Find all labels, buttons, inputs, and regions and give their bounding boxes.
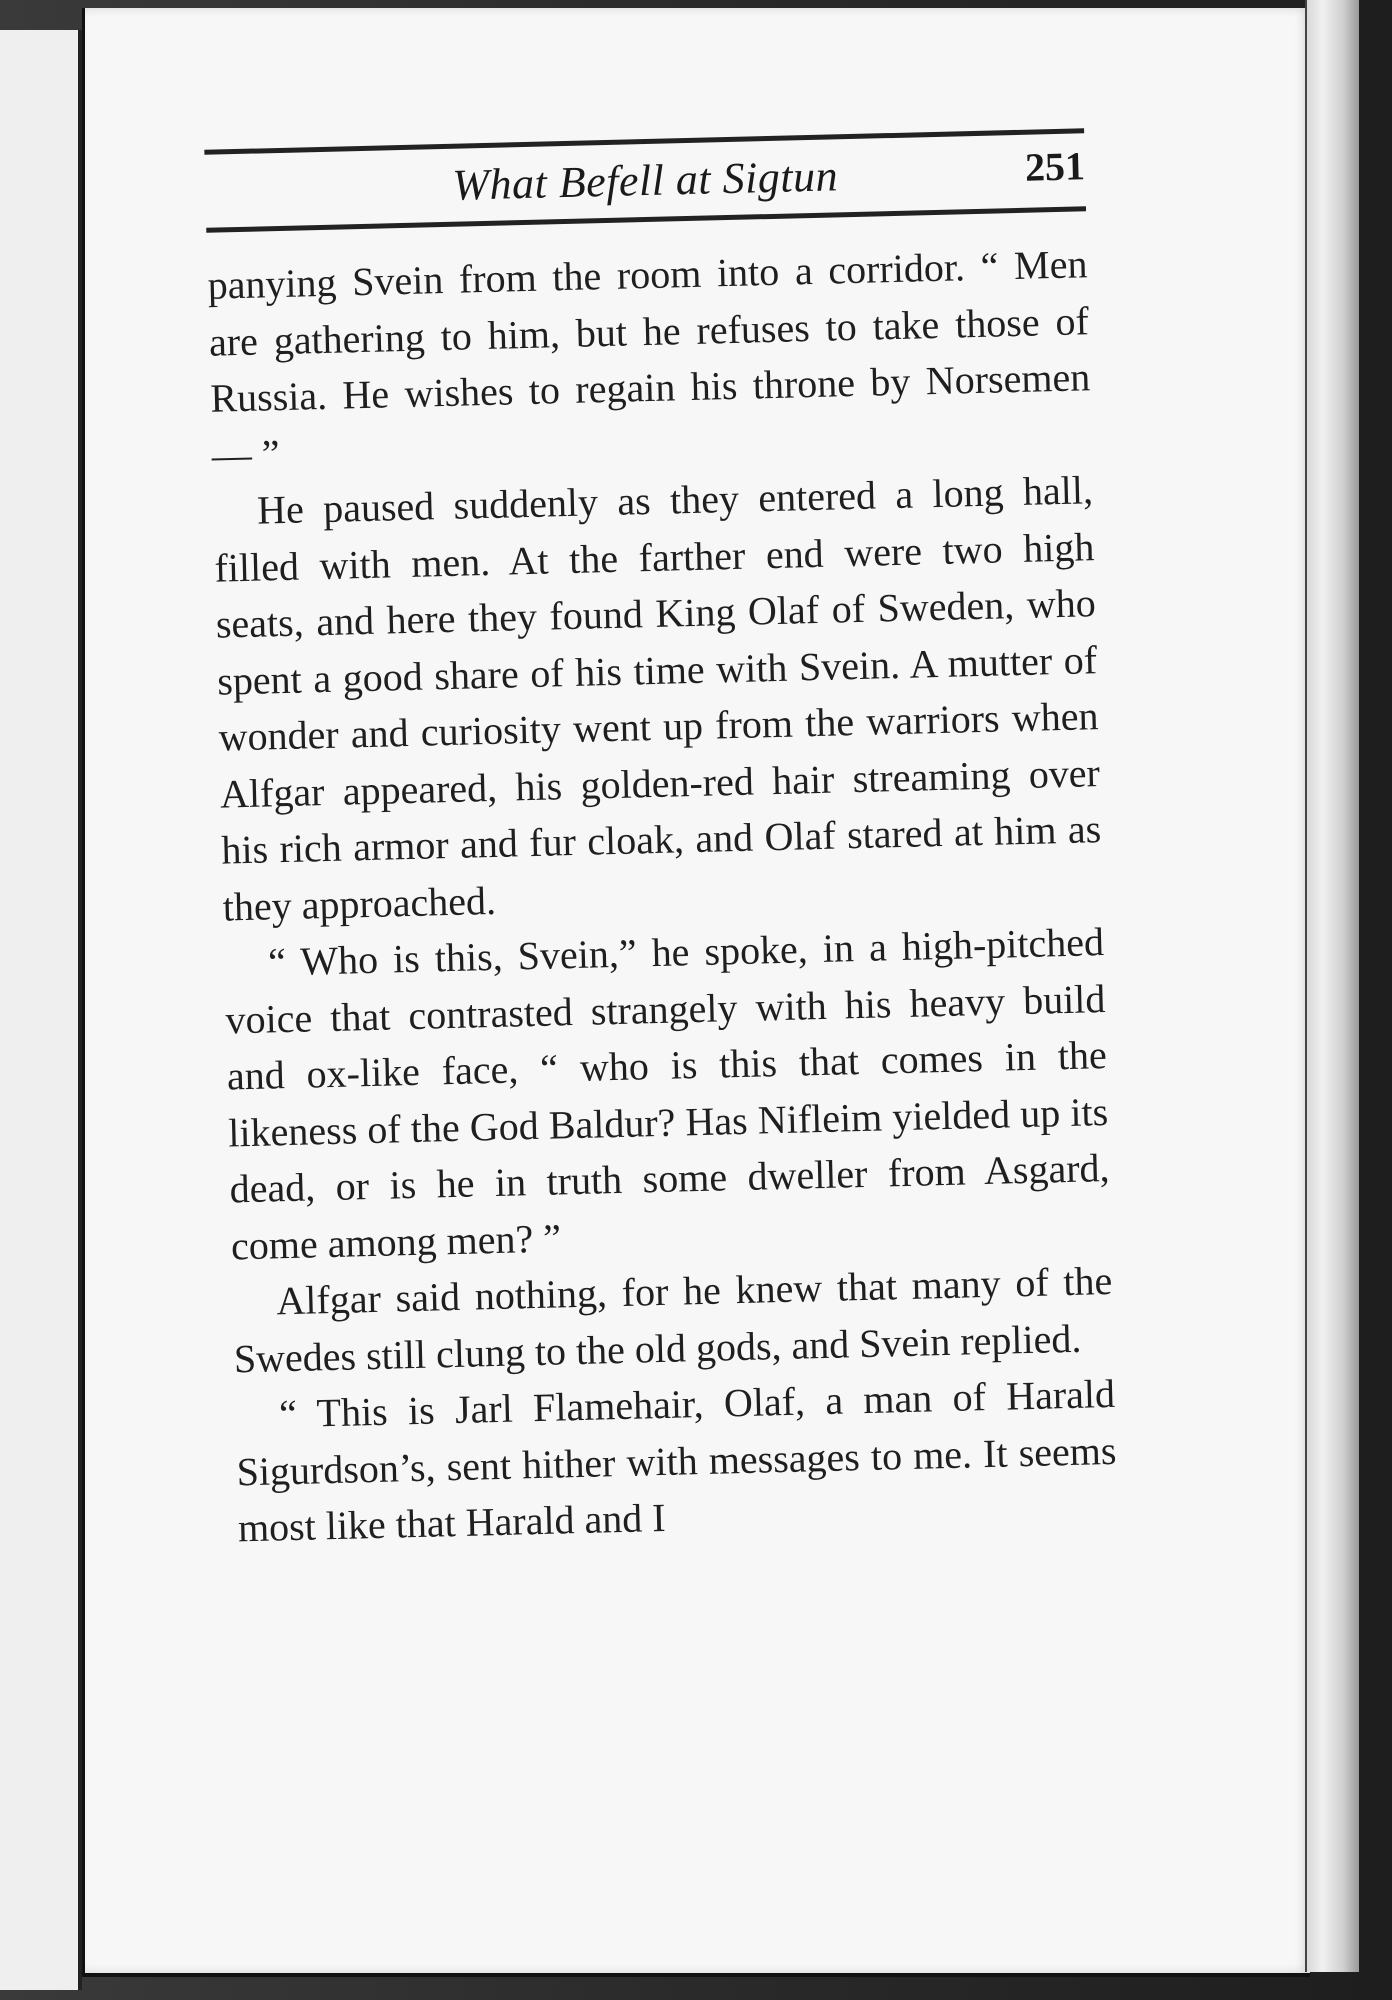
page-stack-edge <box>1305 0 1359 1972</box>
book-page <box>82 8 1310 1977</box>
paragraph: “ Who is this, Svein,” he spoke, in a high-pitched voice that contrasted strangely with his heavy build and ox-like face, “ who is this that comes in the likeness of the God Baldur? Has Nifleim yielded up its dead, or is he in truth some dweller from Asgard, come among men? ” <box>225 919 1110 1268</box>
body-text <box>207 236 1118 1557</box>
running-title: What Befell at Sigtun <box>451 151 839 210</box>
paragraph: Alfgar said nothing, for he knew that many of the Swedes still clung to the old gods, and Svein replied. <box>233 1257 1113 1381</box>
paragraph: “ This is Jarl Flamehair, Olaf, a man of Harald Sigurdson’s, sent hither with messages to me. It seems most like that Harald and I <box>236 1370 1117 1551</box>
facing-page-edge <box>0 30 82 1990</box>
page-number: 251 <box>1024 143 1086 190</box>
page-content <box>82 8 1310 1977</box>
paragraph-continued: panying Svein from the room into a corridor. “ Men are gathering to him, but he refuses to take those of Russia. He wishes to regain his throne by Norsemen — ” <box>207 241 1091 478</box>
paragraph: He paused suddenly as they entered a long hall, filled with men. At the farther end were two high seats, and here they found King Olaf of Sweden, who spent a good share of his time with Svein. A mutter of wonder and curiosity went up from the warriors when Alfgar appeared, his golden-red hair streaming over his rich armor and fur cloak, and Olaf stared at him as they approached. <box>213 467 1102 930</box>
